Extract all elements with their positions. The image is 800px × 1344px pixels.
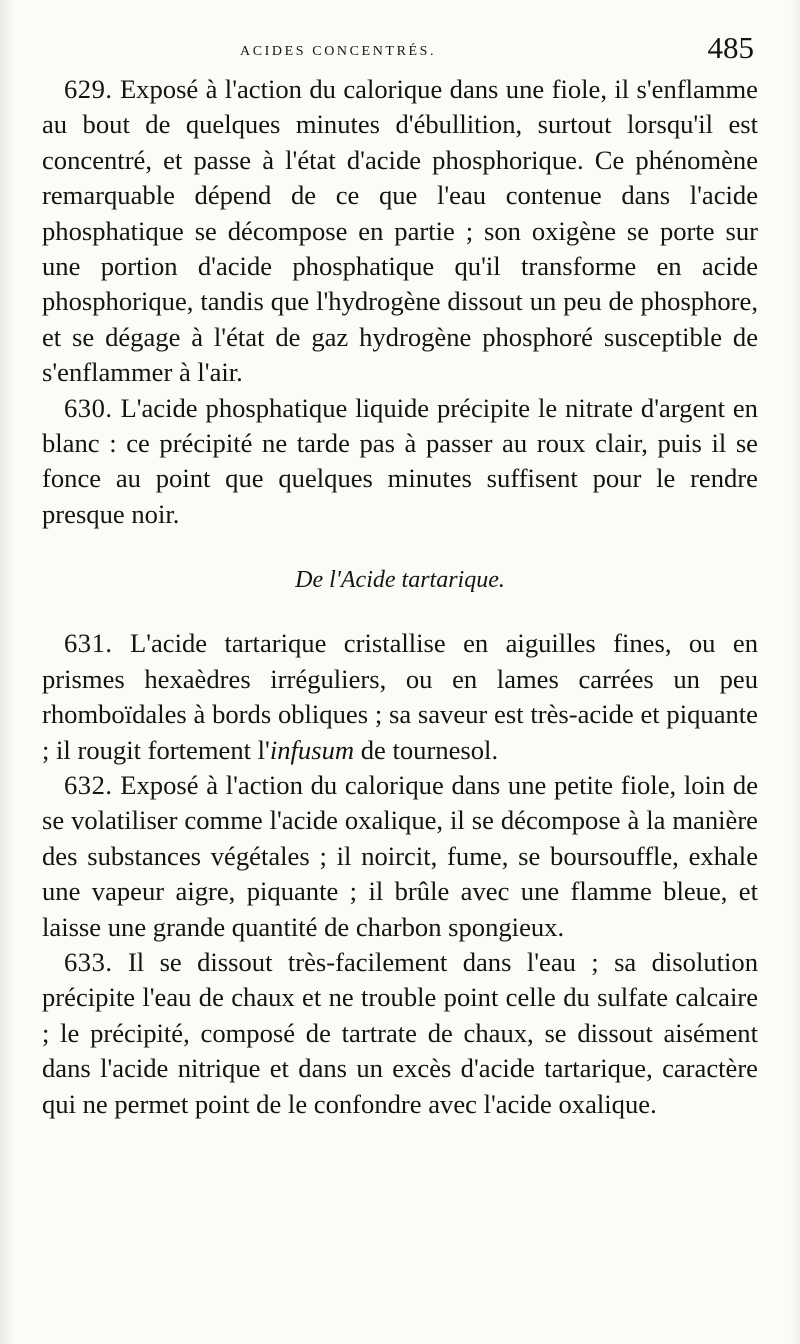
paragraph-text: Exposé à l'action du calorique dans une fiole, il s'enflamme au bout de quelques minutes d'ébullition, surtout lorsqu'il est concentré, et passe à l'état d'acide phosphorique. Ce phénomène remarquable dépend de ce que l'eau contenue dans l'acide phosphatique se décompose en partie ; son oxigène se porte sur une portion d'acide phosphatique qu'il transforme en acide phosphorique, tandis que l'hydrogène dissout un peu de phosphore, et se dégage à l'état de gaz hydrogène phosphoré susceptible de s'enflammer à l'air. [42,74,758,388]
paragraph-633 [42,945,758,1122]
paragraph-text: Il se dissout très-facilement dans l'eau ; sa disolution précipite l'eau de chaux et ne trouble point celle du sulfate calcaire ; le précipité, composé de tartrate de chaux, se dissout aisément dans l'acide nitrique et dans un excès d'acide tartarique, caractère qui ne permet point de le confondre avec l'acide oxalique. [42,946,758,1119]
paragraph-number: 633. [64,946,113,977]
italic-term: infusum [269,734,355,765]
paragraph-629 [42,72,758,391]
paragraph-number: 631. [64,628,113,659]
running-head: acides concentrés. [240,38,437,60]
paragraph-text: L'acide tartarique cristallise en aiguilles fines, ou en prismes hexaèdres irréguliers, ou en lames carrées un peu rhomboïdales à bords obliques ; sa saveur est très-acide et piquante ; il rougit fortement l' [42,628,758,765]
page-number: 485 [707,30,754,65]
paragraph-text: Exposé à l'action du calorique dans une petite fiole, loin de se volatiliser comme l'acide oxalique, il se décompose à la manière des substances végétales ; il noircit, fume, se boursouffle, exhale une vapeur aigre, piquante ; il brûle avec une flamme bleue, et laisse une grande quantité de charbon spongieux. [42,769,758,942]
paragraph-text: L'acide phosphatique liquide précipite le nitrate d'argent en blanc : ce précipité ne tarde pas à passer au roux clair, puis il se fonce au point que quelques minutes suffisent pour le rendre presque noir. [42,392,758,529]
paragraph-number: 629. [64,74,113,104]
paragraph-text-end: de tournesol. [354,734,499,765]
paragraph-number: 630. [64,392,113,423]
paragraph-number: 632. [64,769,113,800]
body-text [42,72,758,1122]
paragraph-631 [42,626,758,768]
page-header [44,28,754,72]
paragraph-632 [42,768,758,945]
section-title: De l'Acide tartarique. [295,567,505,594]
paragraph-630 [42,391,758,533]
